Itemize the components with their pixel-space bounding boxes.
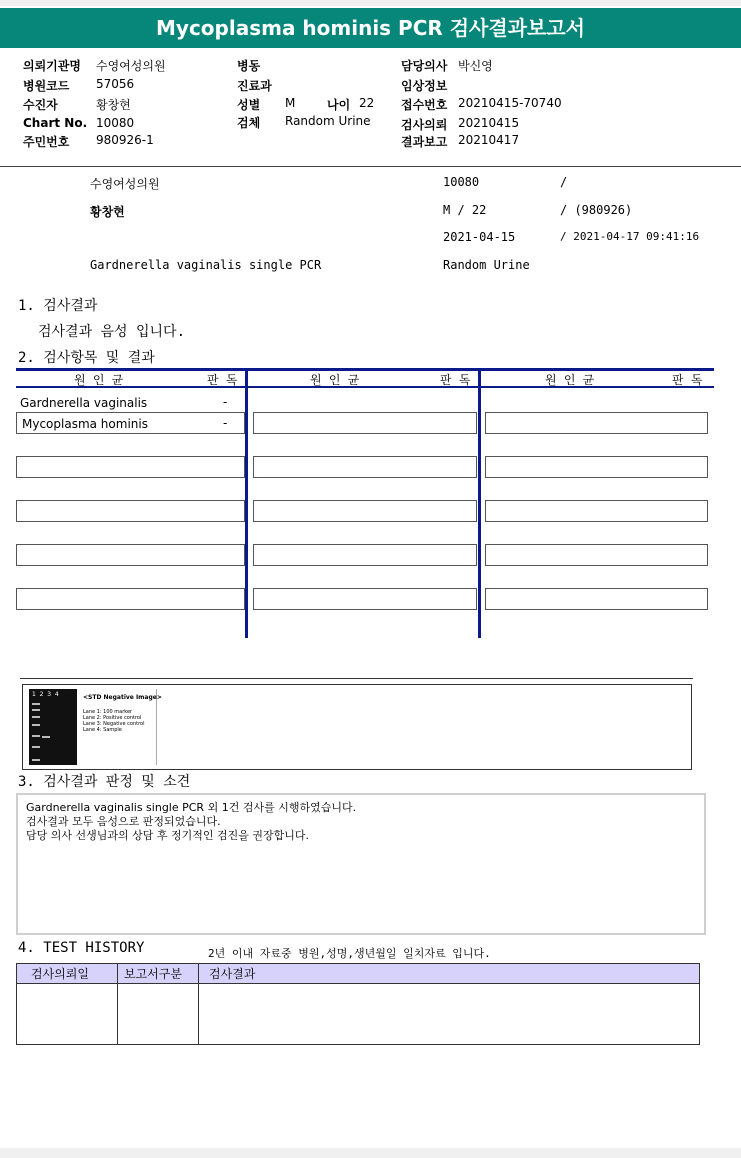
sex-value: M: [285, 96, 296, 110]
request-label: 검사의뢰: [401, 118, 448, 132]
section4-title: 4. TEST HISTORY: [18, 940, 145, 956]
receipt-label: 접수번호: [401, 98, 448, 112]
ward-label: 병동: [237, 59, 261, 73]
receipt-value: 20210415-70740: [458, 96, 562, 110]
hospital-label: 의뢰기관명: [23, 59, 81, 73]
test-history-table: [16, 963, 700, 1045]
gel-legend-title: <STD Negative Image>: [83, 694, 162, 701]
result-cell: [253, 588, 477, 610]
result-cell: [16, 544, 245, 566]
findings-line: 담당 의사 선생님과의 상담 후 정기적인 검진을 권장합니다.: [26, 829, 309, 842]
summary-slash: /: [560, 175, 568, 189]
history-cell: [17, 984, 118, 1045]
gel-band: [32, 703, 40, 705]
section1-text: 검사결과 음성 입니다.: [38, 324, 186, 340]
row2-result: -: [223, 416, 228, 430]
hospital-value: 수영여성의원: [96, 59, 166, 73]
doctor-value: 박신영: [458, 59, 493, 73]
patient-value: 황창현: [96, 98, 131, 112]
bottom-bar: [0, 1148, 741, 1158]
dept-label: 진료과: [237, 79, 272, 93]
section3-title: 3. 검사결과 판정 및 소견: [18, 774, 191, 790]
col-pathogen-1: 원 인 균: [74, 373, 124, 387]
chart-label: Chart No.: [23, 116, 88, 130]
row1-pathogen: Gardnerella vaginalis: [20, 396, 148, 410]
section4-note: 2년 이내 자료중 병원,성명,생년월일 일치자료 입니다.: [208, 947, 491, 960]
section1-title: 1. 검사결과: [18, 298, 98, 314]
request-value: 20210415: [458, 116, 520, 130]
result-cell: [16, 500, 245, 522]
result-cell: [253, 544, 477, 566]
gel-legend-line: Lane 1: 100 marker: [83, 709, 133, 715]
row1-result: -: [223, 395, 228, 409]
summary-chart: 10080: [443, 175, 480, 189]
result-cell: [253, 500, 477, 522]
title-bar: [0, 8, 741, 48]
report-label: 결과보고: [401, 135, 448, 149]
header-divider: [0, 166, 741, 167]
report-value: 20210417: [458, 133, 520, 147]
code-label: 병원코드: [23, 79, 70, 93]
summary-sex-age: M / 22: [443, 203, 487, 217]
gel-band: [32, 724, 40, 726]
clinical-label: 임상정보: [401, 79, 448, 93]
specimen-label: 검체: [237, 116, 261, 130]
rrn-value: 980926-1: [96, 133, 154, 147]
history-cell: [118, 984, 199, 1045]
summary-hospital: 수영여성의원: [90, 177, 160, 191]
sex-label: 성별: [237, 98, 261, 112]
gel-band: [32, 735, 40, 737]
history-col-request-date: 검사의뢰일: [17, 964, 118, 984]
summary-date-report: / 2021-04-17 09:41:16: [560, 230, 700, 243]
result-cell: [253, 412, 477, 434]
gel-band: [32, 759, 40, 761]
gel-legend: [80, 689, 162, 765]
gel-band: [32, 709, 40, 711]
result-cell: [16, 456, 245, 478]
summary-test: Gardnerella vaginalis single PCR: [90, 258, 322, 272]
doctor-label: 담당의사: [401, 59, 448, 73]
col-judgment-3: 판 독: [672, 373, 703, 387]
result-cell: [485, 456, 708, 478]
chart-value: 10080: [96, 116, 135, 130]
gel-band: [32, 746, 40, 748]
result-cell: [253, 456, 477, 478]
history-col-result: 검사결과: [199, 964, 700, 984]
findings-line: 검사결과 모두 음성으로 판정되었습니다.: [26, 815, 221, 828]
result-cell: [485, 588, 708, 610]
result-cell: [485, 544, 708, 566]
col-pathogen-3: 원 인 균: [545, 373, 595, 387]
history-empty-row: [17, 984, 700, 1045]
col-pathogen-2: 원 인 균: [310, 373, 360, 387]
gel-legend-line: Lane 3: Negative control: [83, 721, 145, 727]
rrn-label: 주민번호: [23, 135, 70, 149]
grid-divider-1: [245, 368, 248, 638]
summary-birth: / (980926): [560, 203, 633, 217]
top-bar: [0, 0, 741, 6]
result-cell: [485, 500, 708, 522]
findings-line: Gardnerella vaginalis single PCR 외 1건 검사를 시행하였습니다.: [26, 801, 357, 814]
gel-band: [32, 716, 40, 718]
age-value: 22: [359, 96, 375, 110]
gel-legend-line: Lane 2: Positive control: [83, 715, 142, 721]
grid-divider-2: [478, 368, 481, 638]
gel-top-rule: [20, 678, 693, 679]
gel-lane-numbers: 1 2 3 4: [32, 691, 59, 698]
section2-title: 2. 검사항목 및 결과: [18, 350, 155, 366]
code-value: 57056: [96, 77, 135, 91]
patient-label: 수진자: [23, 98, 58, 112]
summary-date-request: 2021-04-15: [443, 230, 516, 244]
summary-patient: 황창현: [90, 205, 125, 219]
gel-legend-line: Lane 4: Sample: [83, 727, 122, 733]
col-judgment-1: 판 독: [207, 373, 238, 387]
result-cell: [485, 412, 708, 434]
row2-pathogen: Mycoplasma hominis: [22, 417, 148, 431]
col-judgment-2: 판 독: [440, 373, 471, 387]
history-header-row: [17, 964, 700, 984]
findings-box: [16, 793, 706, 935]
history-cell: [199, 984, 700, 1045]
gel-band: [42, 736, 50, 738]
report-title: Mycoplasma hominis PCR 검사결과보고서: [156, 16, 585, 40]
age-label: 나이: [327, 98, 351, 112]
specimen-value: Random Urine: [285, 114, 371, 128]
result-cell: [16, 412, 245, 434]
summary-specimen: Random Urine: [443, 258, 530, 272]
gel-image: [29, 689, 77, 765]
history-col-report-type: 보고서구분: [118, 964, 199, 984]
result-cell: [16, 588, 245, 610]
